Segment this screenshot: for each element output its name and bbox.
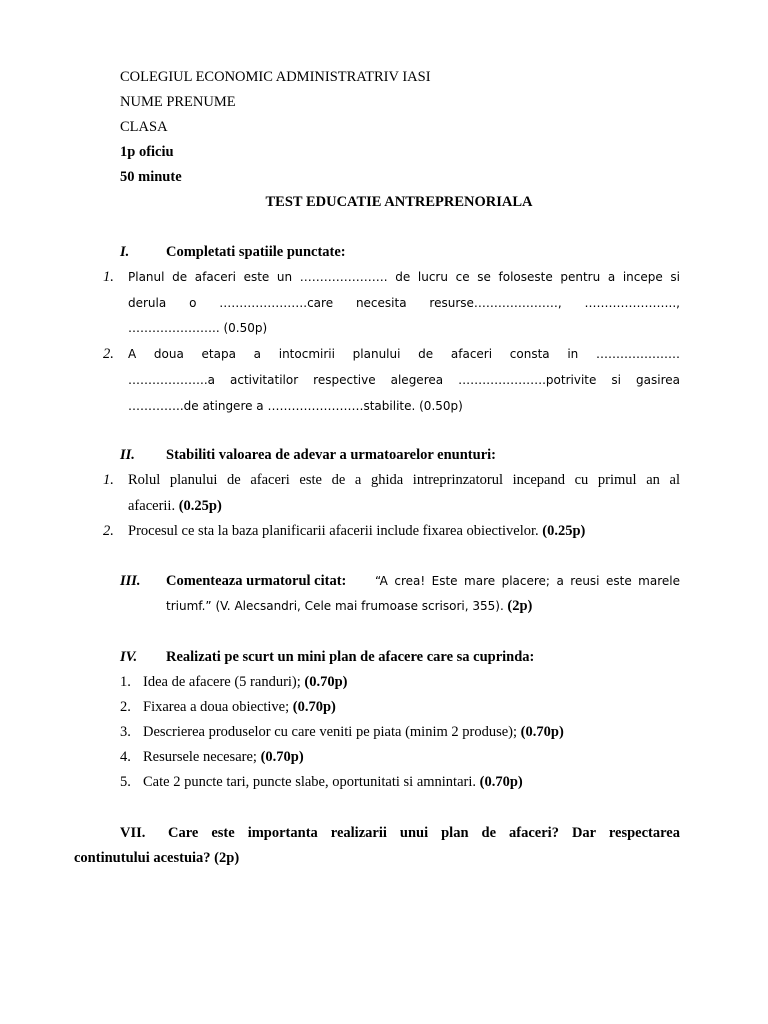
school-name: COLEGIUL ECONOMIC ADMINISTRATRIV IASI — [120, 69, 431, 85]
s1-item-1-line-3: ………………….. (0.50p) — [128, 321, 268, 335]
s4-item-2 — [143, 698, 336, 716]
s3-quote-text: triumf.” (V. Alecsandri, Cele mai frumoase scrisori, 355). — [166, 599, 504, 613]
s2-item-1-text: afacerii. — [128, 498, 176, 514]
s1-item-1-line-1: Planul de afaceri este un …………………. de lucru ce se foloseste pentru a incepe si — [128, 270, 680, 284]
s4-item-2-text: Fixarea a doua obiective; — [143, 699, 290, 715]
section-1-numeral: I. — [120, 244, 130, 260]
s2-item-2-line-1 — [128, 522, 585, 540]
s4-item-1 — [143, 673, 348, 691]
bonus-points: 1p oficiu — [120, 144, 174, 160]
section-4-heading: Realizati pe scurt un mini plan de afacere care sa cuprinda: — [166, 649, 535, 665]
section-7-numeral: VII. — [120, 825, 146, 841]
s4-item-5 — [143, 773, 523, 791]
section-3-numeral: III. — [120, 573, 141, 589]
s2-item-1-points: (0.25p) — [178, 498, 222, 514]
s3-points: (2p) — [507, 598, 533, 614]
s4-item-2-number: 2. — [120, 699, 131, 715]
s4-item-3-points: (0.70p) — [520, 724, 564, 740]
page-title: TEST EDUCATIE ANTREPRENORIALA — [265, 194, 533, 210]
s4-item-4-text: Resursele necesare; — [143, 749, 257, 765]
s7-line-2: continutului acestuia? (2p) — [74, 850, 240, 866]
name-field-label: NUME PRENUME — [120, 94, 236, 110]
s4-item-2-points: (0.70p) — [292, 699, 336, 715]
section-2-numeral: II. — [120, 447, 135, 463]
section-1-heading: Completati spatiile punctate: — [166, 244, 346, 260]
s4-item-1-points: (0.70p) — [304, 674, 348, 690]
s4-item-4-points: (0.70p) — [260, 749, 304, 765]
section-4-numeral: IV. — [120, 649, 138, 665]
class-field-label: CLASA — [120, 119, 168, 135]
s2-item-1-number: 1. — [103, 472, 114, 488]
s4-item-3 — [143, 723, 564, 741]
s3-quote-line-1: “A crea! Este mare placere; a reusi este marele — [375, 574, 680, 588]
s1-item-2-number: 2. — [103, 346, 114, 362]
s2-item-2-number: 2. — [103, 523, 114, 539]
s4-item-5-points: (0.70p) — [479, 774, 523, 790]
test-duration: 50 minute — [120, 169, 182, 185]
s1-item-2-line-3: …………..de atingere a ……………………stabilite. (0.50p) — [128, 399, 463, 413]
s4-item-4-number: 4. — [120, 749, 131, 765]
s4-item-3-number: 3. — [120, 724, 131, 740]
s1-item-1-number: 1. — [103, 269, 114, 285]
s3-quote-line-2 — [166, 597, 532, 615]
s2-item-2-text: Procesul ce sta la baza planificarii afacerii include fixarea obiectivelor. — [128, 523, 539, 539]
s2-item-1-line-1: Rolul planului de afaceri este de a ghida intreprinzatorul incepand cu primul an al — [128, 472, 680, 488]
s4-item-4 — [143, 748, 304, 766]
s1-item-2-line-2: ………………..a activitatilor respective alegerea ………………….potrivite si gasirea — [128, 373, 680, 387]
s4-item-5-number: 5. — [120, 774, 131, 790]
s1-item-2-line-1: A doua etapa a intocmirii planului de afaceri consta in ………………… — [128, 347, 680, 361]
s4-item-3-text: Descrierea produselor cu care veniti pe piata (minim 2 produse); — [143, 724, 518, 740]
s1-item-1-line-2: derula o ………………….care necesita resurse…………………, ………………….., — [128, 296, 680, 310]
section-2-heading: Stabiliti valoarea de adevar a urmatoarelor enunturi: — [166, 447, 496, 463]
section-3-heading: Comenteaza urmatorul citat: — [166, 573, 347, 589]
s4-item-1-text: Idea de afacere (5 randuri); — [143, 674, 301, 690]
s2-item-2-points: (0.25p) — [542, 523, 586, 539]
s7-line-1: Care este importanta realizarii unui plan de afaceri? Dar respectarea — [168, 825, 680, 841]
s2-item-1-line-2 — [128, 497, 222, 515]
s4-item-1-number: 1. — [120, 674, 131, 690]
s4-item-5-text: Cate 2 puncte tari, puncte slabe, oportunitati si amnintari. — [143, 774, 477, 790]
